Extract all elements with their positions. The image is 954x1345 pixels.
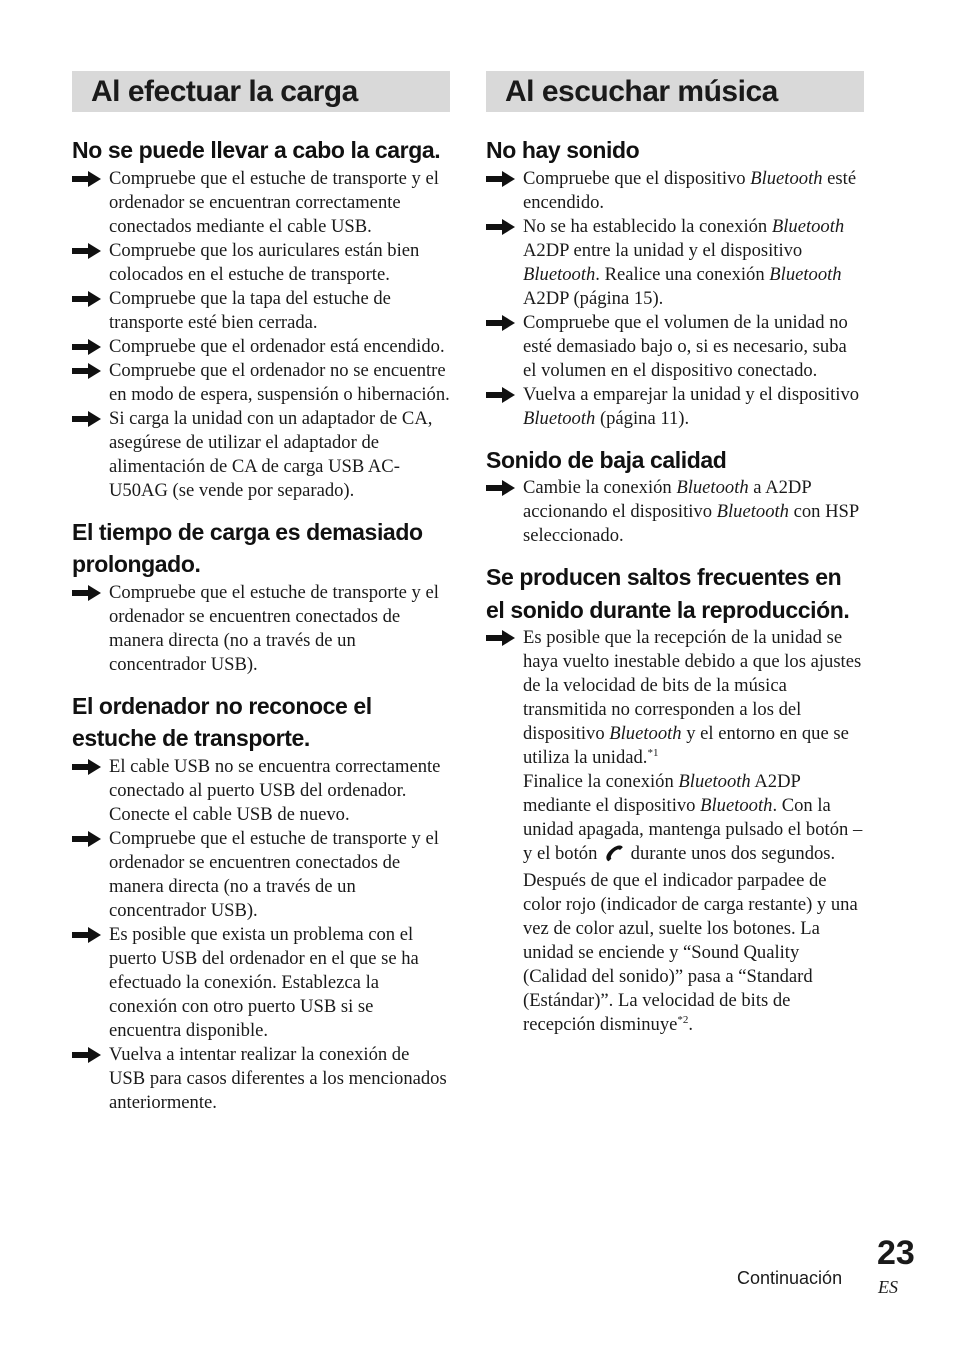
bullet-item [486, 311, 864, 383]
bullet-item [72, 287, 450, 335]
arrow-right-icon [72, 755, 109, 779]
arrow-right-icon [72, 827, 109, 851]
bullet-text: Cambie la conexión Bluetooth a A2DP accionando el dispositivo Bluetooth con HSP seleccionado. [523, 477, 859, 546]
arrow-right-icon [72, 1043, 109, 1067]
footnote-ref: *1 [647, 746, 659, 759]
section-heading-charging: Al efectuar la carga [72, 71, 450, 112]
issue-title: Sonido de baja calidad [486, 446, 727, 473]
bullet-text: Es posible que exista un problema con el puerto USB del ordenador en el que se ha efectuado la conexión. Establezca la conexión con otro puerto USB si se encuentra disponible. [109, 923, 419, 1041]
bullet-text: Compruebe que el estuche de transporte y el ordenador se encuentran correctamente conectados mediante el cable USB. [109, 167, 439, 237]
bullet-item [72, 755, 450, 827]
bullet-text: No se ha establecido la conexión Bluetooth A2DP entre la unidad y el dispositivo Bluetooth. Realice una conexión Bluetooth A2DP (página 15). [523, 215, 845, 309]
arrow-right-icon [72, 167, 109, 191]
skips-paragraph-1: Es posible que la recepción de la unidad se haya vuelto inestable debido a que los ajustes de la velocidad de bits de la música transmitida no corresponden a los del dispositivo Bluetooth y el entorno en que se utiliza la unidad.$^{*1}$ [523, 627, 862, 768]
bullet-item [486, 215, 864, 311]
arrow-right-icon [72, 359, 109, 383]
issue-1 [72, 134, 450, 503]
arrow-right-icon [486, 167, 523, 191]
bullet-item [486, 383, 864, 431]
bullet-item [72, 1043, 450, 1115]
footnote-ref: *2 [677, 1013, 689, 1026]
page-number: 23 [877, 1234, 915, 1272]
issue-title: No hay sonido [486, 137, 640, 163]
left-column [72, 71, 450, 1128]
arrow-right-icon [486, 215, 523, 239]
arrow-right-icon [72, 407, 109, 431]
issue-title: El tiempo de carga es demasiado prolongado. [72, 518, 423, 577]
bullet-text: Vuelva a intentar realizar la conexión de USB para casos diferentes a los mencionados anteriormente. [109, 1043, 447, 1113]
bullet-item [72, 923, 450, 1043]
section-heading-music: Al escuchar música [486, 71, 864, 112]
bullet-item [72, 335, 450, 359]
skips-paragraph-2: Finalice la conexión Bluetooth A2DP mediante el dispositivo Bluetooth. Con la unidad apagada, mantenga pulsado el botón – y el botón durante unos dos segundos. Después de que el indicador parpadee de color rojo (indicador de carga restante) y una vez de color azul, suelte los botones. La unidad se enciende y “Sound Quality (Calidad del sonido)” pasa a “Standard (Estándar)”. La velocidad de bits de recepción disminuye$^{*2}$. [523, 771, 863, 1035]
bullet-item [72, 581, 450, 677]
bullet-text: El cable USB no se encuentra correctamente conectado al puerto USB del ordenador. Conecte el cable USB de nuevo. [109, 755, 441, 825]
bullet-item [72, 239, 450, 287]
bullet-text: Compruebe que los auriculares están bien colocados en el estuche de transporte. [109, 239, 420, 285]
arrow-right-icon [486, 383, 523, 407]
arrow-right-icon [72, 287, 109, 311]
issue-2 [72, 516, 450, 677]
bullet-text: Si carga la unidad con un adaptador de CA, asegúrese de utilizar el adaptador de alimentación de CA de carga USB AC-U50AG (se vende por separado). [109, 407, 433, 501]
issue-title: Se producen saltos frecuentes en el sonido durante la reproducción. [486, 564, 850, 623]
bullet-item [486, 167, 864, 215]
right-column [486, 71, 864, 1050]
bullet-text: Compruebe que el ordenador no se encuentre en modo de espera, suspensión o hibernación. [109, 359, 450, 405]
bullet-text: Vuelva a emparejar la unidad y el dispositivo Bluetooth (página 11). [523, 383, 860, 429]
bullet-item [72, 407, 450, 503]
issue-title: El ordenador no reconoce el estuche de transporte. [72, 692, 372, 751]
arrow-right-icon [486, 476, 523, 500]
arrow-right-icon [72, 335, 109, 359]
arrow-right-icon [72, 239, 109, 263]
issue-3 [72, 690, 450, 1115]
bullet-text: Compruebe que el estuche de transporte y el ordenador se encuentren conectados de manera directa (no a través de un concentrador USB). [109, 581, 439, 675]
arrow-right-icon [486, 626, 523, 650]
bullet-text: Compruebe que el volumen de la unidad no esté demasiado bajo o, si es necesario, suba el volumen en el dispositivo conectado. [523, 311, 848, 381]
bullet-item [72, 359, 450, 407]
bullet-text: Compruebe que la tapa del estuche de transporte esté bien cerrada. [109, 287, 391, 333]
issue-sound-skips [486, 561, 864, 1037]
bullet-item [72, 167, 450, 239]
issue-low-quality [486, 444, 864, 549]
arrow-right-icon [72, 581, 109, 605]
bullet-text: Compruebe que el estuche de transporte y el ordenador se encuentren conectados de manera directa (no a través de un concentrador USB). [109, 827, 439, 921]
arrow-right-icon [486, 311, 523, 335]
bullet-item [486, 626, 864, 1037]
language-code: ES [878, 1277, 898, 1297]
bullet-text: Compruebe que el ordenador está encendido. [109, 335, 445, 357]
bullet-item [72, 827, 450, 923]
left-issues-list [72, 134, 450, 1115]
issue-title: No se puede llevar a cabo la carga. [72, 137, 441, 163]
bullet-text [523, 626, 864, 1037]
phone-icon [604, 844, 624, 869]
arrow-right-icon [72, 923, 109, 947]
continuation-label: Continuación [737, 1268, 843, 1288]
issue-no-sound [486, 134, 864, 431]
bullet-text: Compruebe que el dispositivo Bluetooth esté encendido. [523, 167, 857, 213]
bullet-item [486, 476, 864, 548]
